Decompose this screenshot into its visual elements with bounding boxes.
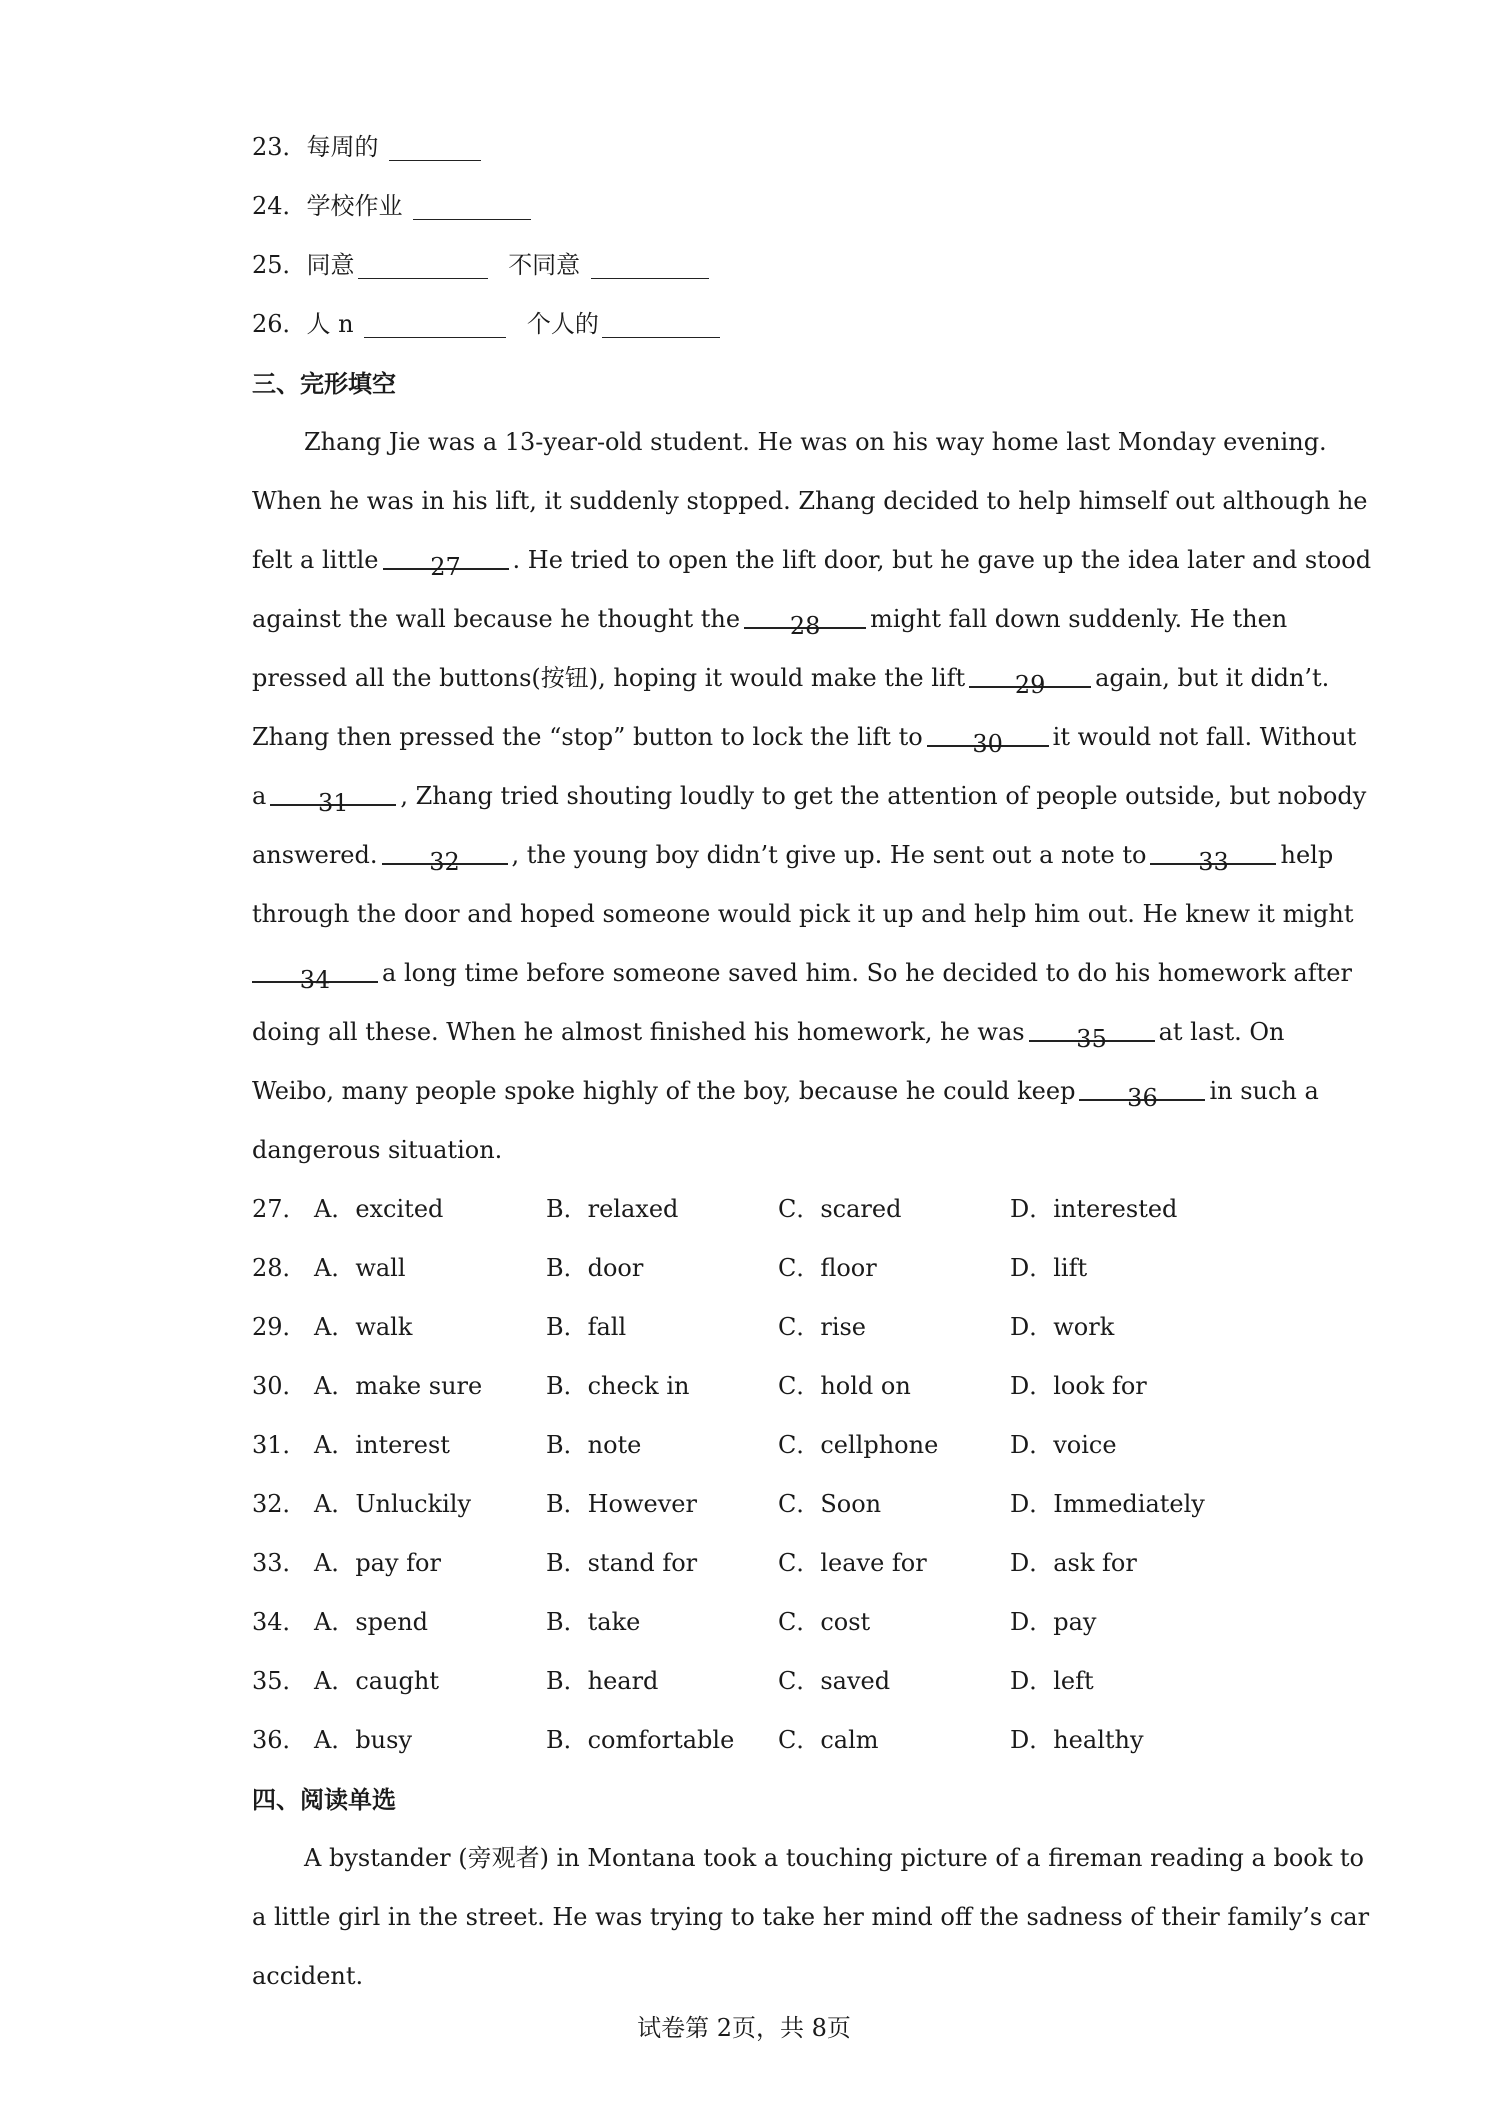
answer-blank[interactable] [602, 309, 720, 338]
option-c[interactable]: C．cost [777, 1608, 871, 1636]
passage-line: dangerous situation. [252, 1136, 503, 1164]
option-b[interactable]: B．check in [545, 1372, 690, 1400]
option-a[interactable]: A．spend [313, 1608, 429, 1636]
option-b[interactable]: B．However [545, 1490, 697, 1518]
option-row-28 [252, 1239, 1242, 1298]
cloze-blank-29[interactable]: 29 [969, 656, 1091, 688]
item-number: 25． [252, 251, 307, 279]
cloze-blank-27[interactable]: 27 [383, 538, 509, 570]
option-b[interactable]: B．relaxed [545, 1195, 679, 1223]
option-d[interactable]: D．pay [1009, 1608, 1097, 1636]
option-c[interactable]: C．Soon [777, 1490, 882, 1518]
vocab-prompt: 学校作业 [306, 192, 403, 220]
item-number: 34． [252, 1608, 307, 1636]
item-number: 36． [252, 1726, 307, 1754]
passage-line: a little girl in the street. He was trying to take her mind off the sadness of their family’s car [252, 1903, 1370, 1931]
passage-line [252, 1062, 1319, 1121]
option-b[interactable]: B．note [545, 1431, 642, 1459]
option-c[interactable]: C．hold on [777, 1372, 911, 1400]
cloze-blank-36[interactable]: 36 [1079, 1069, 1205, 1101]
option-c[interactable]: C．scared [777, 1195, 902, 1223]
passage-text: at last. On [1158, 1018, 1285, 1046]
option-c[interactable]: C．leave for [777, 1549, 927, 1577]
passage-text: Zhang then pressed the “stop” button to lock the lift to [252, 723, 923, 751]
cloze-blank-32[interactable]: 32 [382, 833, 508, 865]
vocab-prompt: 人 n [306, 310, 354, 338]
option-c[interactable]: C．floor [777, 1254, 877, 1282]
passage-line [252, 944, 1352, 1003]
passage-text: might fall down suddenly. He then [870, 605, 1288, 633]
option-a[interactable]: A．busy [313, 1726, 413, 1754]
cloze-blank-31[interactable]: 31 [270, 774, 396, 806]
option-a[interactable]: A．walk [313, 1313, 413, 1341]
answer-blank[interactable] [413, 191, 531, 220]
option-row-35 [252, 1652, 1242, 1711]
answer-blank[interactable] [591, 250, 709, 279]
item-number: 23． [252, 133, 307, 161]
option-d[interactable]: D．work [1009, 1313, 1115, 1341]
item-number: 29． [252, 1313, 307, 1341]
vocab-item-24 [252, 177, 1242, 236]
vocab-prompt: 同意 [306, 251, 355, 279]
passage-text: in such a [1209, 1077, 1319, 1105]
option-a[interactable]: A．Unluckily [313, 1490, 472, 1518]
option-row-27 [252, 1180, 1242, 1239]
option-row-32 [252, 1475, 1242, 1534]
item-number: 32． [252, 1490, 307, 1518]
option-c[interactable]: C．cellphone [777, 1431, 939, 1459]
option-b[interactable]: B．door [545, 1254, 644, 1282]
option-row-33 [252, 1534, 1242, 1593]
passage-text: pressed all the buttons(按钮), hoping it would make the lift [252, 664, 966, 692]
option-c[interactable]: C．rise [777, 1313, 867, 1341]
option-a[interactable]: A．interest [313, 1431, 450, 1459]
option-b[interactable]: B．heard [545, 1667, 659, 1695]
passage-text: against the wall because he thought the [252, 605, 741, 633]
passage-text: again, but it didn’t. [1095, 664, 1330, 692]
passage-text: felt a little [252, 546, 379, 574]
option-b[interactable]: B．comfortable [545, 1726, 735, 1754]
vocab-item-23 [252, 118, 1242, 177]
passage-text: . He tried to open the lift door, but he gave up the idea later and stood [512, 546, 1372, 574]
option-d[interactable]: D．left [1009, 1667, 1094, 1695]
reading-passage [252, 1829, 1370, 2006]
option-row-31 [252, 1416, 1242, 1475]
option-a[interactable]: A．pay for [313, 1549, 441, 1577]
passage-text: help [1280, 841, 1334, 869]
option-a[interactable]: A．make sure [313, 1372, 483, 1400]
option-a[interactable]: A．caught [313, 1667, 439, 1695]
page-footer: 试卷第 2页，共 8页 [637, 2014, 851, 2042]
vocab-prompt: 每周的 [306, 133, 379, 161]
passage-line [252, 826, 1334, 885]
cloze-blank-34[interactable]: 34 [252, 951, 378, 983]
passage-line: through the door and hoped someone would pick it up and help him out. He knew it might [252, 900, 1354, 928]
cloze-blank-33[interactable]: 33 [1150, 833, 1276, 865]
option-b[interactable]: B．take [545, 1608, 641, 1636]
item-number: 35． [252, 1667, 307, 1695]
cloze-blank-28[interactable]: 28 [744, 597, 866, 629]
answer-blank[interactable] [364, 309, 506, 338]
passage-text: doing all these. When he almost finished his homework, he was [252, 1018, 1025, 1046]
passage-text: , Zhang tried shouting loudly to get the attention of people outside, but nobody [400, 782, 1367, 810]
option-a[interactable]: A．excited [313, 1195, 444, 1223]
passage-line: When he was in his lift, it suddenly stopped. Zhang decided to help himself out although he [252, 487, 1368, 515]
passage-text: a long time before someone saved him. So he decided to do his homework after [382, 959, 1352, 987]
passage-line: Zhang Jie was a 13-year-old student. He was on his way home last Monday evening. [304, 428, 1327, 456]
item-number: 28． [252, 1254, 307, 1282]
option-c[interactable]: C．calm [777, 1726, 879, 1754]
passage-line [252, 590, 1288, 649]
option-b[interactable]: B．fall [545, 1313, 627, 1341]
passage-line: A bystander (旁观者) in Montana took a touching picture of a fireman reading a book to [304, 1844, 1365, 1872]
section-heading-reading: 四、阅读单选 [252, 1785, 396, 1814]
item-number: 26． [252, 310, 307, 338]
option-d[interactable]: D．healthy [1009, 1726, 1144, 1754]
option-d[interactable]: D．interested [1009, 1195, 1178, 1223]
passage-text: a [252, 782, 267, 810]
answer-blank[interactable] [389, 132, 481, 161]
item-number: 24． [252, 192, 307, 220]
exam-page [252, 118, 1372, 2006]
passage-line [252, 1003, 1285, 1062]
item-number: 31． [252, 1431, 307, 1459]
passage-text: answered. [252, 841, 378, 869]
section-heading-cloze: 三、完形填空 [252, 369, 396, 398]
vocab-item-26 [252, 295, 1242, 354]
passage-line [252, 531, 1372, 590]
vocab-prompt: 个人的 [526, 310, 599, 338]
option-d[interactable]: D．ask for [1009, 1549, 1137, 1577]
option-row-34 [252, 1593, 1242, 1652]
passage-text: Weibo, many people spoke highly of the boy, because he could keep [252, 1077, 1076, 1105]
passage-text: , the young boy didn’t give up. He sent out a note to [511, 841, 1147, 869]
passage-line [252, 767, 1367, 826]
answer-blank[interactable] [358, 250, 488, 279]
option-row-29 [252, 1298, 1242, 1357]
option-d[interactable]: D．lift [1009, 1254, 1088, 1282]
option-d[interactable]: D．look for [1009, 1372, 1147, 1400]
cloze-options [252, 1180, 1242, 1770]
vocab-prompt: 不同意 [508, 251, 581, 279]
item-number: 27． [252, 1195, 307, 1223]
option-c[interactable]: C．saved [777, 1667, 891, 1695]
cloze-passage [252, 413, 1372, 1180]
passage-line: accident. [252, 1962, 364, 1990]
option-b[interactable]: B．stand for [545, 1549, 698, 1577]
passage-line [252, 708, 1357, 767]
vocab-item-25 [252, 236, 1242, 295]
passage-line [252, 649, 1330, 708]
cloze-blank-30[interactable]: 30 [927, 715, 1049, 747]
option-d[interactable]: D．Immediately [1009, 1490, 1205, 1518]
cloze-blank-35[interactable]: 35 [1029, 1010, 1155, 1042]
option-row-30 [252, 1357, 1242, 1416]
option-row-36 [252, 1711, 1242, 1770]
passage-text: it would not fall. Without [1052, 723, 1357, 751]
option-a[interactable]: A．wall [313, 1254, 406, 1282]
item-number: 33． [252, 1549, 307, 1577]
item-number: 30． [252, 1372, 307, 1400]
option-d[interactable]: D．voice [1009, 1431, 1117, 1459]
